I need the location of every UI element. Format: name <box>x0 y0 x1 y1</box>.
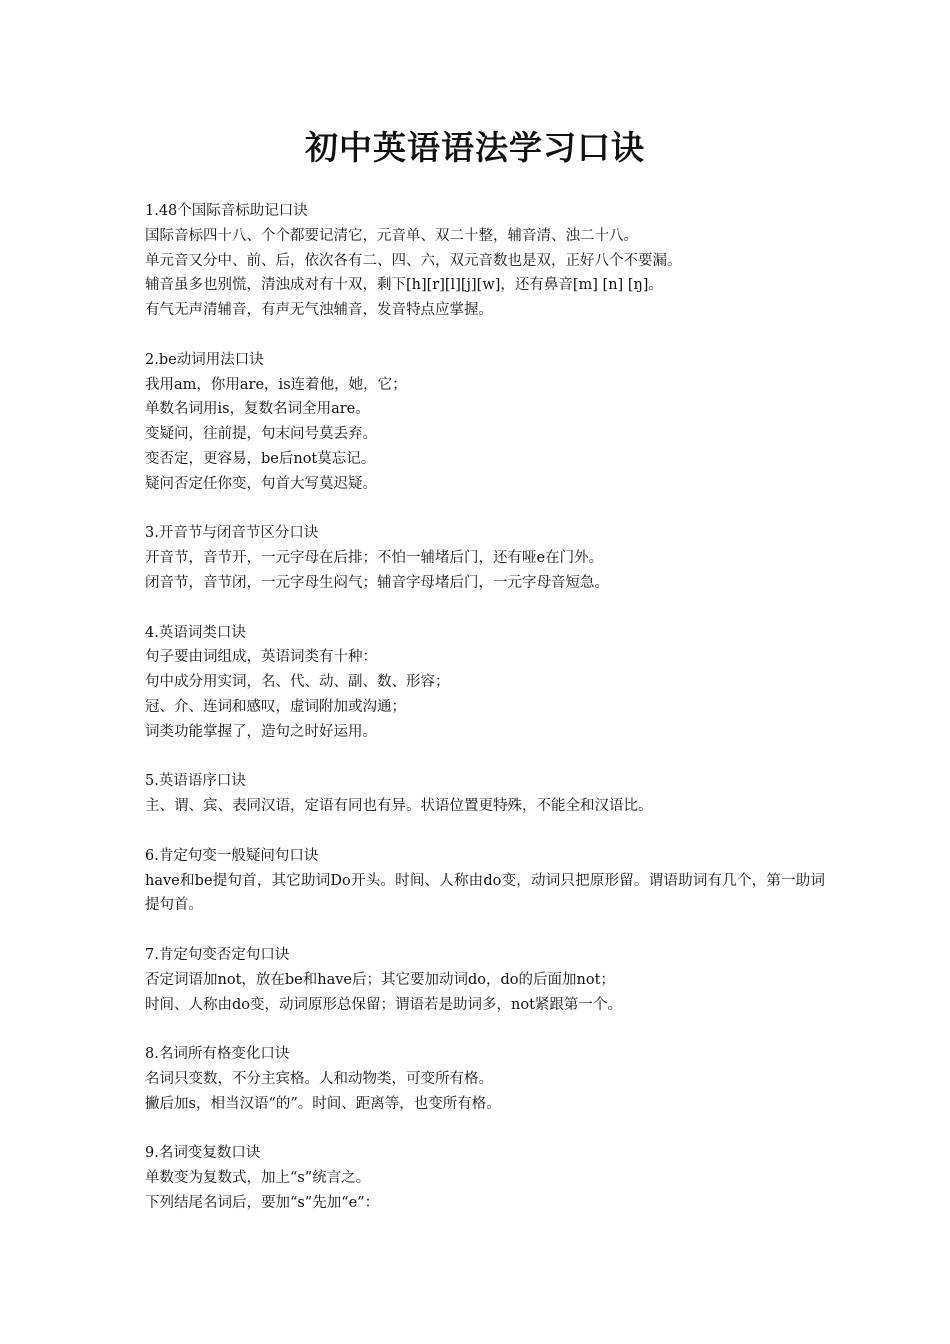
text-line: 疑问否定任你变，句首大写莫迟疑。 <box>145 475 377 492</box>
text-line: 时间、人称由do变，动词原形总保留；谓语若是助词多，not紧跟第一个。 <box>145 996 622 1013</box>
text-paragraph: have和be提句首，其它助词Do开头。时间、人称由do变，动词只把原形留。谓语助词有几个，第一助词提句首。 <box>145 872 825 914</box>
section-heading: 9.名词变复数口诀 <box>145 1145 261 1162</box>
section-yes-no-question <box>145 844 825 918</box>
section-word-order <box>145 769 825 819</box>
text-line: 单数变为复数式，加上“s”统言之。 <box>145 1170 371 1187</box>
section-heading: 8.名词所有格变化口诀 <box>145 1046 290 1063</box>
text-line: 撇后加s，相当汉语“的”。时间、距离等，也变所有格。 <box>145 1095 501 1112</box>
section-heading: 4.英语词类口诀 <box>145 624 246 641</box>
text-line: 有气无声清辅音，有声无气浊辅音，发音特点应掌握。 <box>145 302 493 319</box>
section-possessive <box>145 1042 825 1116</box>
text-line: 国际音标四十八、个个都要记清它，元音单、双二十整，辅音清、浊二十八。 <box>145 227 638 244</box>
text-line: 单元音又分中、前、后，依次各有二、四、六，双元音数也是双，正好八个不要漏。 <box>145 252 682 269</box>
section-syllables <box>145 521 825 595</box>
text-line: 主、谓、宾、表同汉语，定语有同也有异。状语位置更特殊，不能全和汉语比。 <box>145 798 653 815</box>
section-heading: 6.肯定句变一般疑问句口诀 <box>145 847 319 864</box>
text-line: 句子要由词组成，英语词类有十种： <box>145 649 377 666</box>
text-line: 变否定，更容易，be后not莫忘记。 <box>145 450 376 467</box>
text-line: 否定词语加not，放在be和have后；其它要加动词do，do的后面加not； <box>145 971 615 988</box>
section-heading: 1.48个国际音标助记口诀 <box>145 203 308 219</box>
section-plural-nouns <box>145 1141 825 1215</box>
section-ipa-mnemonic <box>145 199 825 323</box>
section-heading: 2.be动词用法口诀 <box>145 351 264 368</box>
text-line: 词类功能掌握了，造句之时好运用。 <box>145 723 377 740</box>
text-line: 辅音虽多也别慌，清浊成对有十双，剩下[h][r][l][j][w]，还有鼻音[m] [n] [ŋ]。 <box>145 277 663 294</box>
section-heading: 7.肯定句变否定句口诀 <box>145 946 290 963</box>
text-line: 开音节，音节开，一元字母在后排；不怕一辅堵后门，还有哑e在门外。 <box>145 550 604 567</box>
section-be-verb <box>145 348 825 497</box>
text-line: 名词只变数，不分主宾格。人和动物类，可变所有格。 <box>145 1070 493 1087</box>
document-body <box>145 199 825 1240</box>
text-line: 我用am，你用are，is连着他，她，它； <box>145 376 407 393</box>
text-line: 变疑问，往前提，句末问号莫丢弃。 <box>145 426 377 443</box>
text-line: 句中成分用实词，名、代、动、副、数、形容； <box>145 674 450 691</box>
section-heading: 3.开音节与闭音节区分口诀 <box>145 525 319 542</box>
section-word-classes <box>145 621 825 745</box>
text-line: 冠、介、连词和感叹，虚词附加或沟通； <box>145 698 406 715</box>
section-heading: 5.英语语序口诀 <box>145 773 246 790</box>
text-line: 单数名词用is，复数名词全用are。 <box>145 401 370 418</box>
text-line: 闭音节，音节闭，一元字母生闷气；辅音字母堵后门，一元字母音短急。 <box>145 574 609 591</box>
document-title: 初中英语语法学习口诀 <box>305 128 645 167</box>
section-negative-sentence <box>145 943 825 1017</box>
text-line: 下列结尾名词后，要加“s”先加“e”： <box>145 1194 380 1211</box>
